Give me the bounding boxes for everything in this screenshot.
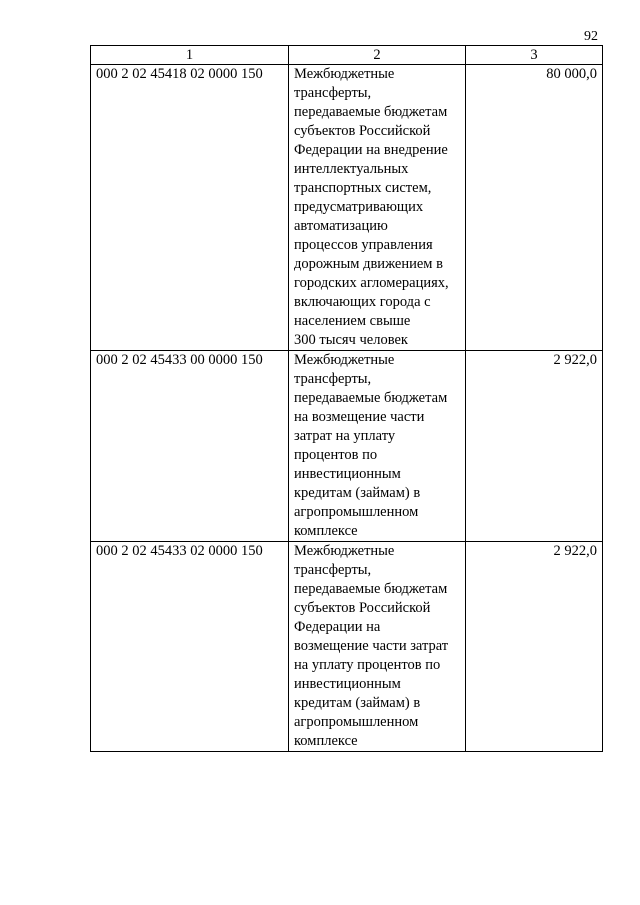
budget-item-name-line: интеллектуальных (294, 161, 409, 177)
budget-item-name-line: предусматривающих (294, 199, 424, 215)
budget-item-name-line: Межбюджетные (294, 543, 395, 559)
budget-item-name-line: кредитам (займам) в (294, 485, 421, 501)
column-header-2: 2 (289, 46, 466, 65)
budget-item-name-line: дорожным движением в (294, 256, 443, 272)
budget-item-name-line: 300 тысяч человек (294, 332, 408, 348)
budget-item-name-line: автоматизацию (294, 218, 388, 234)
budget-item-name-line: субъектов Российской (294, 123, 431, 139)
budget-amount: 2 922,0 (466, 542, 603, 752)
budget-item-name-line: Федерации на (294, 619, 381, 635)
budget-table (90, 45, 603, 752)
budget-item-name-line: агропромышленном (294, 714, 419, 730)
budget-item-name-line: кредитам (займам) в (294, 695, 421, 711)
budget-item-name-line: процессов управления (294, 237, 433, 253)
budget-item-name-line: населением свыше (294, 313, 411, 329)
budget-item-name-line: инвестиционным (294, 676, 401, 692)
budget-item-name-line: включающих города с (294, 294, 431, 310)
budget-item-name-line: агропромышленном (294, 504, 419, 520)
budget-item-name (289, 65, 466, 351)
budget-item-name-line: процентов по (294, 447, 378, 463)
budget-item-name-line: трансферты, (294, 371, 372, 387)
budget-item-name-line: субъектов Российской (294, 600, 431, 616)
budget-item-name (289, 542, 466, 752)
budget-item-name-line: на уплату процентов по (294, 657, 441, 673)
budget-item-name-line: Федерации на внедрение (294, 142, 448, 158)
budget-item-name-line: городских агломерациях, (294, 275, 449, 291)
budget-item-name-line: возмещение части затрат (294, 638, 449, 654)
budget-amount: 2 922,0 (466, 351, 603, 542)
budget-item-name-line: передаваемые бюджетам (294, 581, 448, 597)
budget-item-name-line: передаваемые бюджетам (294, 390, 448, 406)
budget-item-name-line: Межбюджетные (294, 352, 395, 368)
budget-item-name (289, 351, 466, 542)
budget-code: 000 2 02 45433 02 0000 150 (91, 542, 289, 752)
page-number: 92 (584, 29, 598, 44)
budget-amount: 80 000,0 (466, 65, 603, 351)
budget-item-name-line: трансферты, (294, 85, 372, 101)
budget-item-name-line: передаваемые бюджетам (294, 104, 448, 120)
budget-item-name-line: комплексе (294, 733, 358, 749)
table-row (91, 542, 603, 752)
budget-item-name-line: инвестиционным (294, 466, 401, 482)
table-header-row (91, 46, 603, 65)
table-body (91, 65, 603, 752)
budget-item-name-line: трансферты, (294, 562, 372, 578)
column-header-3: 3 (466, 46, 603, 65)
table-row (91, 65, 603, 351)
budget-code: 000 2 02 45418 02 0000 150 (91, 65, 289, 351)
budget-item-name-line: затрат на уплату (294, 428, 396, 444)
budget-item-name-line: Межбюджетные (294, 66, 395, 82)
budget-code: 000 2 02 45433 00 0000 150 (91, 351, 289, 542)
column-header-1: 1 (91, 46, 289, 65)
table-row (91, 351, 603, 542)
budget-item-name-line: транспортных систем, (294, 180, 432, 196)
budget-item-name-line: на возмещение части (294, 409, 425, 425)
budget-item-name-line: комплексе (294, 523, 358, 539)
